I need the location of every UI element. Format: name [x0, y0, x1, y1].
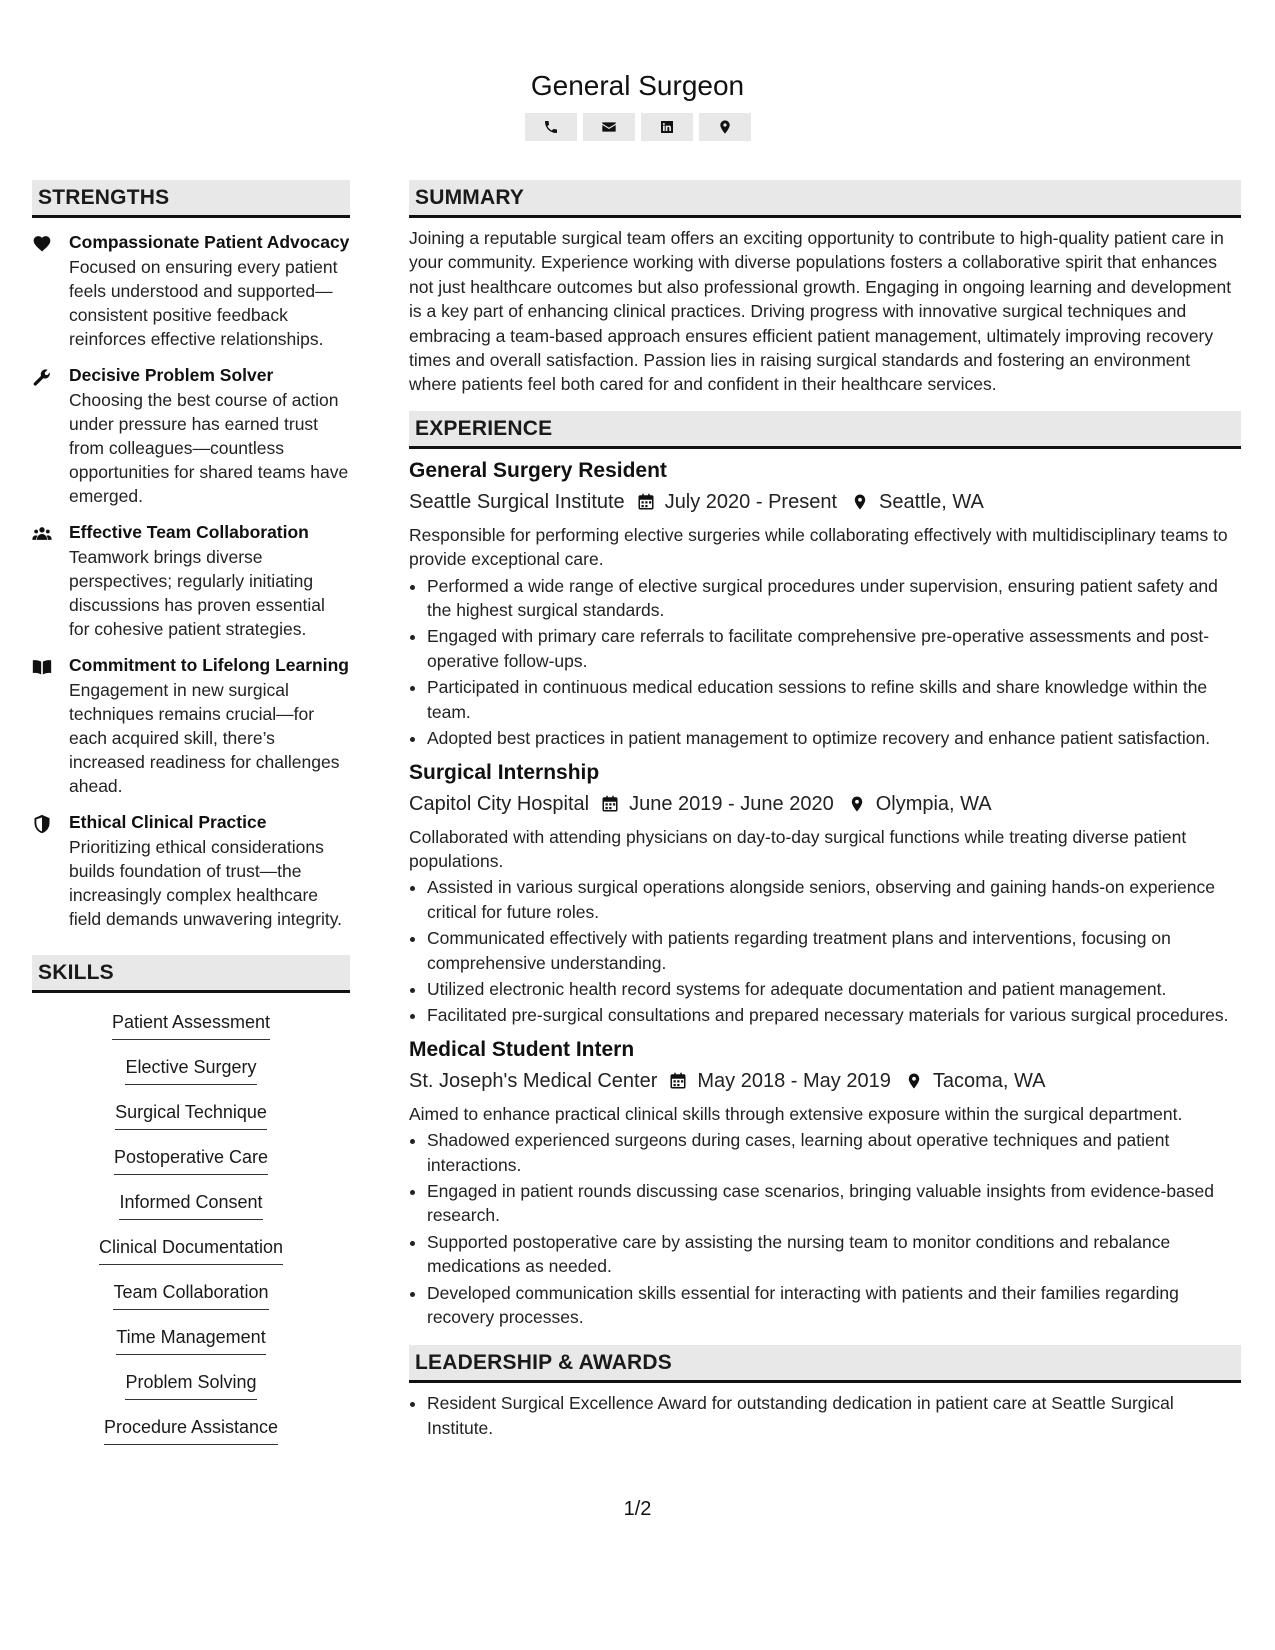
calendar-icon	[637, 493, 655, 511]
location-icon	[848, 795, 866, 813]
contact-row	[0, 113, 1275, 141]
bullet-item: • Participated in continuous medical education sessions to refine skills and share knowledge within the team.	[427, 675, 1241, 724]
bullet-item: • Shadowed experienced surgeons during cases, learning about operative techniques and patient interactions.	[427, 1128, 1241, 1177]
bullet-item: • Developed communication skills essential for interacting with patients and their families regarding recovery processes.	[427, 1281, 1241, 1330]
phone-icon	[543, 119, 559, 135]
job-company: St. Joseph's Medical Center	[409, 1069, 658, 1092]
skill-item: Procedure Assistance	[104, 1416, 278, 1445]
calendar-icon	[669, 1072, 687, 1090]
job-meta	[409, 793, 1241, 816]
bullet-item: • Utilized electronic health record systems for adequate documentation and patient management.	[427, 977, 1241, 1001]
strength-item	[32, 812, 350, 931]
skills-list	[32, 1011, 350, 1461]
location-icon	[905, 1072, 923, 1090]
job-bullets	[409, 574, 1241, 751]
strength-item	[32, 655, 350, 798]
bullet-item: • Assisted in various surgical operations alongside seniors, observing and gaining hands-on experience critical for future roles.	[427, 875, 1241, 924]
location-icon	[717, 119, 733, 135]
job-entry	[409, 761, 1241, 1028]
job-location: Olympia, WA	[875, 792, 992, 815]
skill-item: Time Management	[116, 1326, 265, 1355]
job-meta	[409, 1070, 1241, 1093]
page-number: 1/2	[623, 1498, 652, 1520]
job-dates: July 2020 - Present	[664, 490, 838, 513]
bullet-item: • Adopted best practices in patient management to optimize recovery and enhance patient satisfaction.	[427, 726, 1241, 750]
experience-heading: EXPERIENCE	[409, 411, 1241, 449]
job-bullets	[409, 875, 1241, 1027]
job-company: Capitol City Hospital	[409, 792, 590, 815]
strength-title: Commitment to Lifelong Learning	[69, 655, 349, 675]
strength-item	[32, 365, 350, 508]
book-icon	[32, 657, 52, 677]
shield-icon	[32, 814, 52, 834]
strength-item	[32, 232, 350, 351]
job-title: Medical Student Intern	[409, 1037, 635, 1061]
skill-item: Informed Consent	[119, 1191, 262, 1220]
skill-item: Postoperative Care	[114, 1146, 268, 1175]
strength-desc: Focused on ensuring every patient feels understood and supported—consistent positive feedback reinforces effective relationships.	[69, 257, 338, 349]
strength-desc: Teamwork brings diverse perspectives; regularly initiating discussions has proven essential for cohesive patient strategies.	[69, 547, 325, 639]
leadership-heading: LEADERSHIP & AWARDS	[409, 1345, 1241, 1383]
strength-title: Decisive Problem Solver	[69, 365, 274, 385]
location-icon	[851, 493, 869, 511]
linkedin-icon	[659, 119, 675, 135]
job-entry	[409, 459, 1241, 751]
job-company: Seattle Surgical Institute	[409, 490, 625, 513]
job-meta	[409, 491, 1241, 514]
skill-item: Problem Solving	[125, 1371, 256, 1400]
wrench-icon	[32, 367, 52, 387]
skills-heading: SKILLS	[32, 955, 350, 993]
job-dates: June 2019 - June 2020	[629, 792, 834, 815]
bullet-item: • Performed a wide range of elective surgical procedures under supervision, ensuring patient safety and the highest surgical standards.	[427, 574, 1241, 623]
job-title: General Surgery Resident	[409, 458, 667, 482]
summary-heading: SUMMARY	[409, 180, 1241, 218]
phone-button[interactable]	[525, 113, 577, 141]
strength-title: Compassionate Patient Advocacy	[69, 232, 350, 252]
email-button[interactable]	[583, 113, 635, 141]
summary-text: Joining a reputable surgical team offers an exciting opportunity to contribute to high-quality patient care in your community. Experience working with diverse populations fosters a collaborative spirit that enhances not just healthcare outcomes but also professional growth. Engaging in ongoing learning and development is a key part of enhancing clinical practices. Driving progress with innovative surgical techniques and embracing a team-based approach ensures efficient patient management, ultimately improving recovery times and overall satisfaction. Passion lies in raising surgical standards and fostering an environment where patients feel both cared for and confident in their healthcare services.	[409, 228, 1232, 395]
location-button[interactable]	[699, 113, 751, 141]
email-icon	[601, 119, 617, 135]
skill-item: Clinical Documentation	[99, 1236, 283, 1265]
heart-icon	[32, 234, 52, 254]
bullet-item: • Supported postoperative care by assisting the nursing team to monitor conditions and rebalance medications as needed.	[427, 1230, 1241, 1279]
bullet-item: • Communicated effectively with patients regarding treatment plans and interventions, focusing on comprehensive understanding.	[427, 926, 1241, 975]
bullet-item: • Engaged with primary care referrals to facilitate comprehensive pre-operative assessments and post-operative follow-ups.	[427, 624, 1241, 673]
users-icon	[32, 524, 52, 544]
strength-desc: Choosing the best course of action under pressure has earned trust from colleagues—countless opportunities for shared teams have emerged.	[69, 390, 349, 506]
leadership-bullets	[409, 1391, 1241, 1440]
job-bullets	[409, 1128, 1241, 1329]
resume-title: General Surgeon	[530, 70, 745, 101]
strength-title: Ethical Clinical Practice	[69, 812, 267, 832]
strengths-heading: STRENGTHS	[32, 180, 350, 218]
skill-item: Team Collaboration	[113, 1281, 268, 1310]
bullet-item: • Facilitated pre-surgical consultations and prepared necessary materials for various surgical procedures.	[427, 1003, 1241, 1027]
skill-item: Surgical Technique	[115, 1101, 267, 1130]
skill-item: Patient Assessment	[112, 1011, 270, 1040]
calendar-icon	[601, 795, 619, 813]
strength-title: Effective Team Collaboration	[69, 522, 309, 542]
bullet-item: • Resident Surgical Excellence Award for outstanding dedication in patient care at Seattle Surgical Institute.	[427, 1391, 1241, 1440]
right-column	[409, 180, 1241, 1442]
bullet-item: • Engaged in patient rounds discussing case scenarios, bringing valuable insights from evidence-based research.	[427, 1179, 1241, 1228]
left-column	[32, 180, 350, 1461]
job-location: Seattle, WA	[879, 490, 984, 513]
strength-desc: Prioritizing ethical considerations builds foundation of trust—the increasingly complex healthcare field demands unwavering integrity.	[69, 837, 343, 929]
job-dates: May 2018 - May 2019	[697, 1069, 891, 1092]
linkedin-button[interactable]	[641, 113, 693, 141]
job-desc: Responsible for performing elective surgeries while collaborating effectively with multidisciplinary teams to provide exceptional care.	[409, 524, 1228, 570]
strength-item	[32, 522, 350, 641]
job-title: Surgical Internship	[409, 760, 600, 784]
job-desc: Collaborated with attending physicians on day-to-day surgical functions while treating diverse patient populations.	[409, 826, 1187, 871]
job-entry	[409, 1038, 1241, 1330]
job-desc: Aimed to enhance practical clinical skills through extensive exposure within the surgical department.	[409, 1103, 1183, 1124]
skill-item: Elective Surgery	[125, 1056, 256, 1085]
job-location: Tacoma, WA	[932, 1069, 1046, 1092]
strength-desc: Engagement in new surgical techniques remains crucial—for each acquired skill, there’s increased readiness for challenges ahead.	[69, 680, 340, 796]
